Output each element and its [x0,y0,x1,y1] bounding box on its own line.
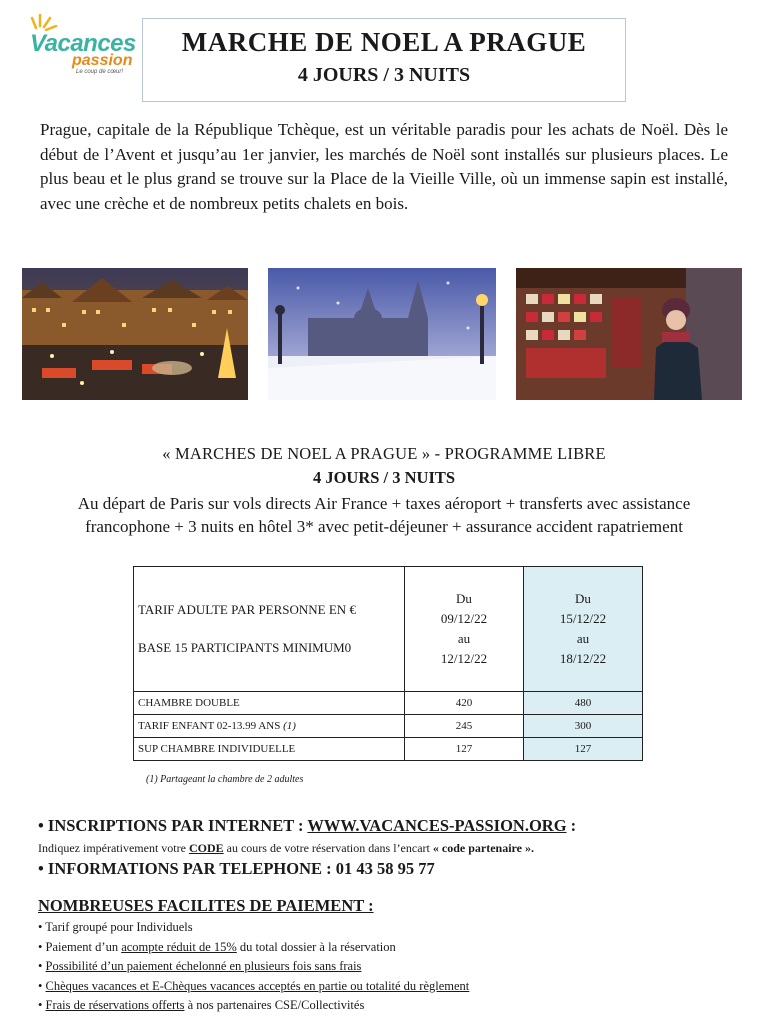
table-row [134,715,643,738]
table-row [134,738,643,761]
row-label: CHAMBRE DOUBLE [134,692,405,715]
logo-brand-top: Vacances [30,30,136,57]
market-stall-woman-photo [516,268,742,400]
inscriptions-suffix: : [566,816,577,835]
table-header-row [134,567,643,692]
charles-bridge-snow-photo [268,268,496,400]
row-label-note: (1) [283,720,296,732]
item-post: à nos partenaires CSE/Collectivités [184,998,365,1012]
code-instructions [38,841,534,856]
row-label: SUP CHAMBRE INDIVIDUELLE [134,738,405,761]
row-value: 245 [405,715,524,738]
row-label [134,715,405,738]
list-item [38,938,469,958]
table-row [134,692,643,715]
period-1 [405,567,524,692]
row-value: 127 [524,738,643,761]
payment-title-suffix: : [363,896,374,915]
item-post: du total dossier à la réservation [236,939,396,954]
program-duration: 4 JOURS / 3 NUITS [312,468,456,487]
period-1-start: 09/12/22 [440,611,488,626]
item-pre: Tarif groupé pour Individuels [45,920,193,934]
item-underlined: Chèques vacances et E-Chèques vacances acceptés en partie ou totalité du règlement [45,978,470,993]
intro-paragraph: Prague, capitale de la République Tchèque, est un véritable paradis pour les achats de Noël. Dès le début de l’Avent et jusqu’au 1er janvier, les marchés de Noël sont installés sur plusieurs places. Le plus beau et le plus grand se trouve sur la Place de la Vieille Ville, où un immense sapin est installé, avec une crèche et de nombreux petits chalets en bois. [40,120,728,213]
list-item [38,957,469,977]
title-box [142,18,626,102]
website-link[interactable]: WWW.VACANCES-PASSION.ORG [307,816,567,835]
item-pre: Paiement d’un [45,939,122,954]
page-subtitle: 4 JOURS / 3 NUITS [297,64,471,86]
program-description: Au départ de Paris sur vols directs Air France + taxes aéroport + transferts avec assistance francophone + 3 nuits en hôtel 3* avec petit-déjeuner + assurance accident rapatriement [77,494,691,536]
period-1-du: Du [456,591,472,606]
list-item [38,977,469,997]
code-line-b: au cours de votre réservation dans l’encart [223,841,433,855]
logo-tagline: Le coup de cœur! [76,69,124,75]
code-partner: « code partenaire ». [432,841,534,855]
tarif-head-line2: BASE 15 PARTICIPANTS MINIMUM0 [138,640,352,655]
program-section [0,444,768,538]
row-value: 300 [524,715,643,738]
item-underlined: acompte réduit de 15% [121,939,237,954]
old-town-square-photo [22,268,248,400]
page-title: MARCHE DE NOEL A PRAGUE [181,27,587,57]
payment-title-text: NOMBREUSES FACILITES DE PAIEMENT [38,896,364,915]
code-word: CODE [188,841,224,855]
inscriptions-prefix: • INSCRIPTIONS PAR INTERNET : [38,816,308,835]
tarif-head-line1: TARIF ADULTE PAR PERSONNE EN € [138,602,356,617]
payment-title [38,896,374,916]
program-title: « MARCHES DE NOEL A PRAGUE » - PROGRAMME LIBRE [162,444,606,463]
item-underlined: Possibilité d’un paiement échelonné en plusieurs fois sans frais [45,959,362,973]
row-value: 420 [405,692,524,715]
code-line-a: Indiquez impérativement votre [38,841,189,855]
list-item [38,918,469,938]
table-header-label [134,567,405,692]
photo-strip [0,268,768,400]
payment-list [38,918,469,1016]
period-1-au: au [457,631,471,646]
row-label-text: TARIF ENFANT 02-13.99 ANS [138,720,284,732]
period-2 [524,567,643,692]
phone-info: • INFORMATIONS PAR TELEPHONE : 01 43 58 95 77 [38,859,435,878]
inscriptions-heading [38,816,576,836]
period-2-du: Du [575,591,591,606]
period-2-end: 18/12/22 [559,651,607,666]
logo-brand-bottom: passion [72,52,133,69]
period-1-end: 12/12/22 [440,651,488,666]
item-underlined: Frais de réservations offerts [45,998,185,1012]
vacances-passion-logo [26,12,138,78]
tarif-table [133,566,643,761]
period-2-au: au [576,631,590,646]
row-value: 127 [405,738,524,761]
period-2-start: 15/12/22 [559,611,607,626]
list-item [38,996,469,1016]
table-footnote: (1) Partageant la chambre de 2 adultes [146,774,304,785]
row-value: 480 [524,692,643,715]
